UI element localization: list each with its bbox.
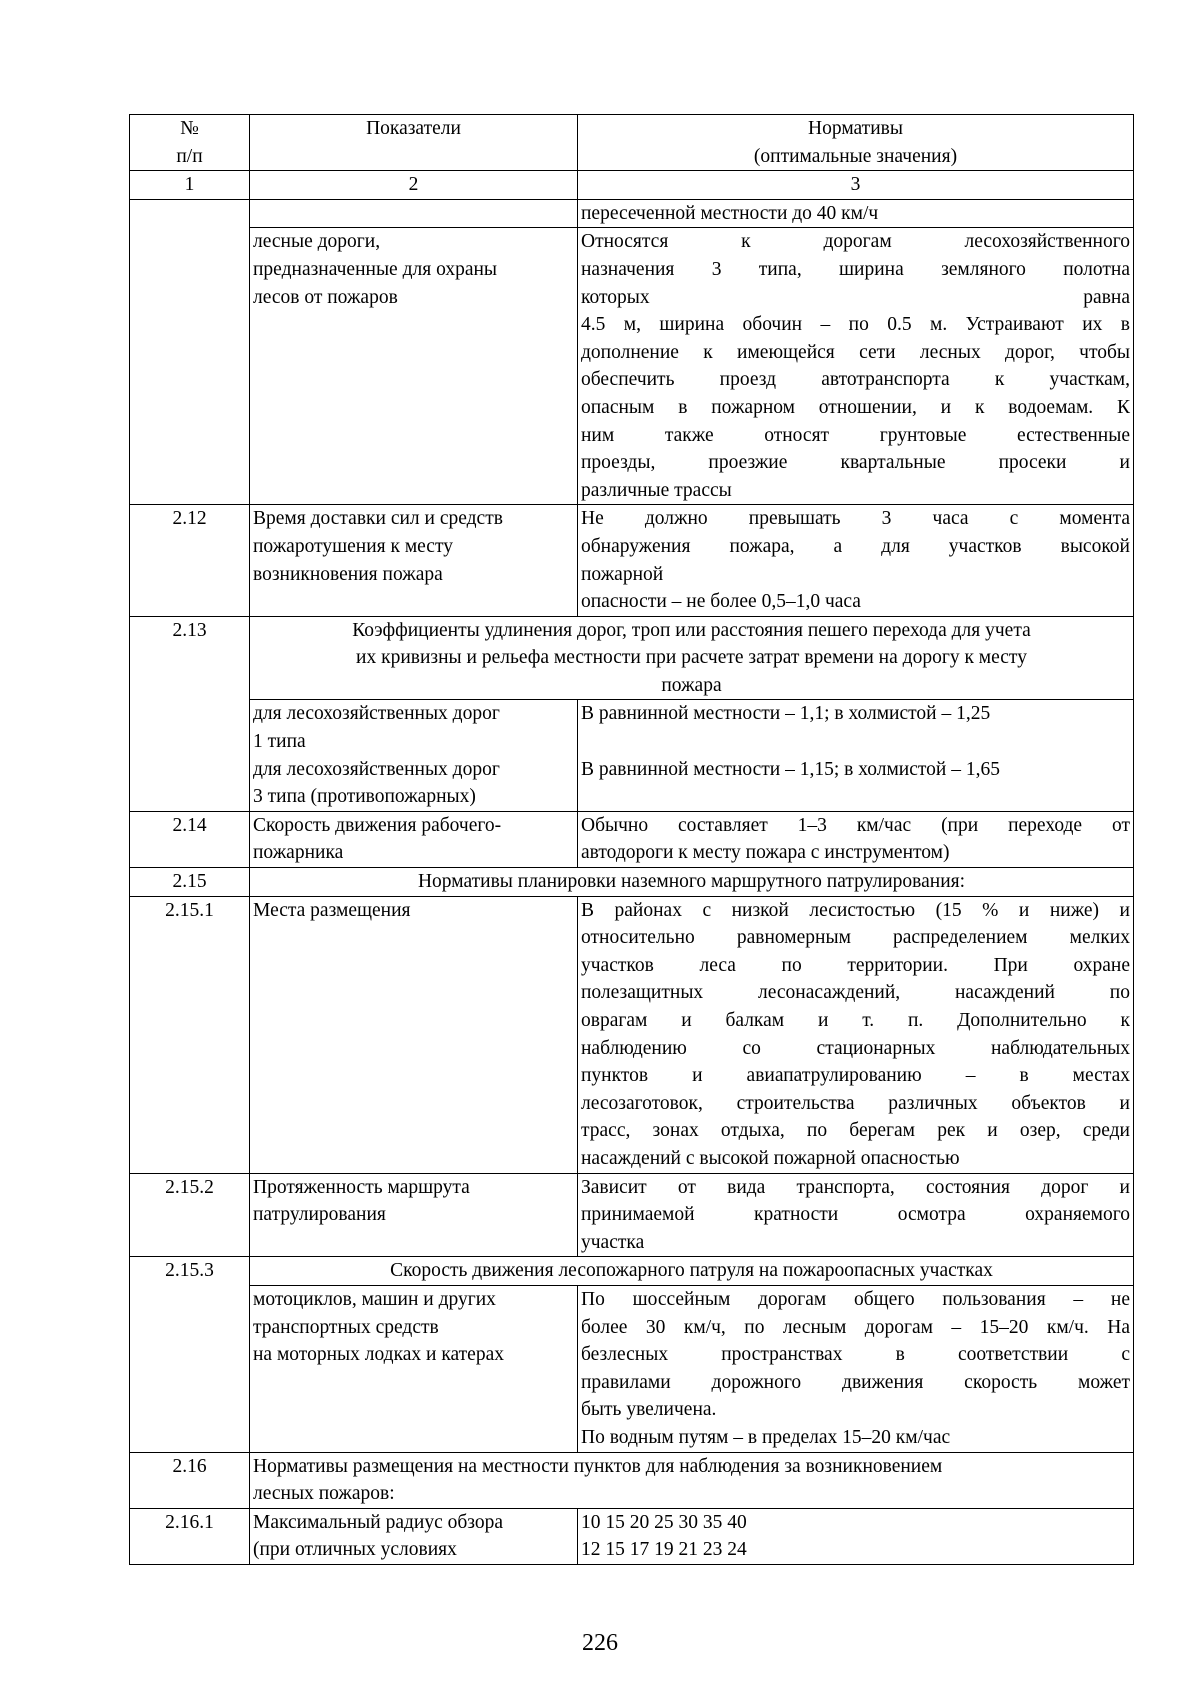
row-indicator: Время доставки сил и средств пожаротушения к месту возникновения пожара — [250, 505, 578, 616]
table-row — [130, 228, 1134, 505]
row-norm: В равнинной местности – 1,1; в холмистой – 1,25 В равнинной местности – 1,15; в холмистой – 1,65 — [578, 700, 1134, 811]
row-indicator: Максимальный радиус обзора (при отличных условиях — [250, 1508, 578, 1564]
column-number-row — [130, 171, 1134, 200]
row-span-heading: Скорость движения лесопожарного патруля на пожароопасных участках — [250, 1257, 1134, 1286]
table-row — [130, 505, 1134, 616]
row-number: 2.13 — [130, 616, 250, 811]
table-row — [130, 1452, 1134, 1508]
table-row — [130, 896, 1134, 1173]
table-header-row — [130, 115, 1134, 171]
row-indicator: мотоциклов, машин и других транспортных средств на моторных лодках и катерах — [250, 1285, 578, 1452]
row-norm: По шоссейным дорогам общего пользования – не более 30 км/ч, по лесным дорогам – 15–20 км/ч. На безлесных пространствах в соответствии с правилами дорожного движения скорость может быть увеличена. По водным путям – в пределах 15–20 км/час — [578, 1285, 1134, 1452]
header-col-indicators: Показатели — [250, 115, 578, 171]
row-number: 2.15.2 — [130, 1173, 250, 1257]
norms-table — [129, 114, 1134, 1565]
table-row — [130, 199, 1134, 228]
row-norm: Обычно составляет 1–3 км/час (при переходе от автодороги к месту пожара с инструментом) — [578, 811, 1134, 867]
row-number: 2.14 — [130, 811, 250, 867]
row-indicator: Протяженность маршрута патрулирования — [250, 1173, 578, 1257]
table-row — [130, 1285, 1134, 1452]
row-span-heading: Нормативы размещения на местности пунктов для наблюдения за возникновением лесных пожаров: — [250, 1452, 1134, 1508]
row-indicator: для лесохозяйственных дорог 1 типа для лесохозяйственных дорог 3 типа (противопожарных) — [250, 700, 578, 811]
row-span-heading: Коэффициенты удлинения дорог, троп или расстояния пешего перехода для учета их кривизны и рельефа местности при расчете затрат времени на дорогу к месту пожара — [250, 616, 1134, 700]
row-indicator: лесные дороги, предназначенные для охраны лесов от пожаров — [250, 228, 578, 505]
column-number: 1 — [130, 171, 250, 200]
column-number: 2 — [250, 171, 578, 200]
header-col-norms: Нормативы (оптимальные значения) — [578, 115, 1134, 171]
row-indicator: Скорость движения рабочего- пожарника — [250, 811, 578, 867]
row-number — [130, 199, 250, 505]
row-number: 2.15.3 — [130, 1257, 250, 1452]
row-indicator — [250, 199, 578, 228]
table-row — [130, 700, 1134, 811]
row-norm: Зависит от вида транспорта, состояния дорог и принимаемой кратности осмотра охраняемого участка — [578, 1173, 1134, 1257]
row-number: 2.15.1 — [130, 896, 250, 1173]
row-norm: 10 15 20 25 30 35 40 12 15 17 19 21 23 24 — [578, 1508, 1134, 1564]
row-indicator: Места размещения — [250, 896, 578, 1173]
table-row — [130, 1508, 1134, 1564]
row-norm: В районах с низкой лесистостью (15 % и ниже) и относительно равномерным распределением мелких участков леса по территории. При охране полезащитных лесонасаждений, насаждений по оврагам и балкам и т. п. Дополнительно к наблюдению со стационарных наблюдательных пунктов и авиапатрулированию – в местах лесозаготовок, строительства различных объектов и трасс, зонах отдыха, по берегам рек и озер, среди насаждений с высокой пожарной опасностью — [578, 896, 1134, 1173]
table-row — [130, 868, 1134, 897]
page-number: 226 — [582, 1630, 618, 1656]
row-number: 2.16.1 — [130, 1508, 250, 1564]
table-row — [130, 1257, 1134, 1286]
table-row — [130, 616, 1134, 700]
table-row — [130, 1173, 1134, 1257]
row-number: 2.15 — [130, 868, 250, 897]
row-norm: Относятся к дорогам лесохозяйственного назначения 3 типа, ширина земляного полотна которых равна 4.5 м, ширина обочин – по 0.5 м. Устраивают их в дополнение к имеющейся сети лесных дорог, чтобы обеспечить проезд автотранспорта к участкам, опасным в пожарном отношении, и к водоемам. К ним также относят грунтовые естественные проезды, проезжие квартальные просеки и различные трассы — [578, 228, 1134, 505]
row-number: 2.16 — [130, 1452, 250, 1508]
header-col-number: № п/п — [130, 115, 250, 171]
row-norm: пересеченной местности до 40 км/ч — [578, 199, 1134, 228]
row-number: 2.12 — [130, 505, 250, 616]
row-span-heading: Нормативы планировки наземного маршрутного патрулирования: — [250, 868, 1134, 897]
column-number: 3 — [578, 171, 1134, 200]
table-row — [130, 811, 1134, 867]
row-norm: Не должно превышать 3 часа с момента обнаружения пожара, а для участков высокой пожарной опасности – не более 0,5–1,0 часа — [578, 505, 1134, 616]
